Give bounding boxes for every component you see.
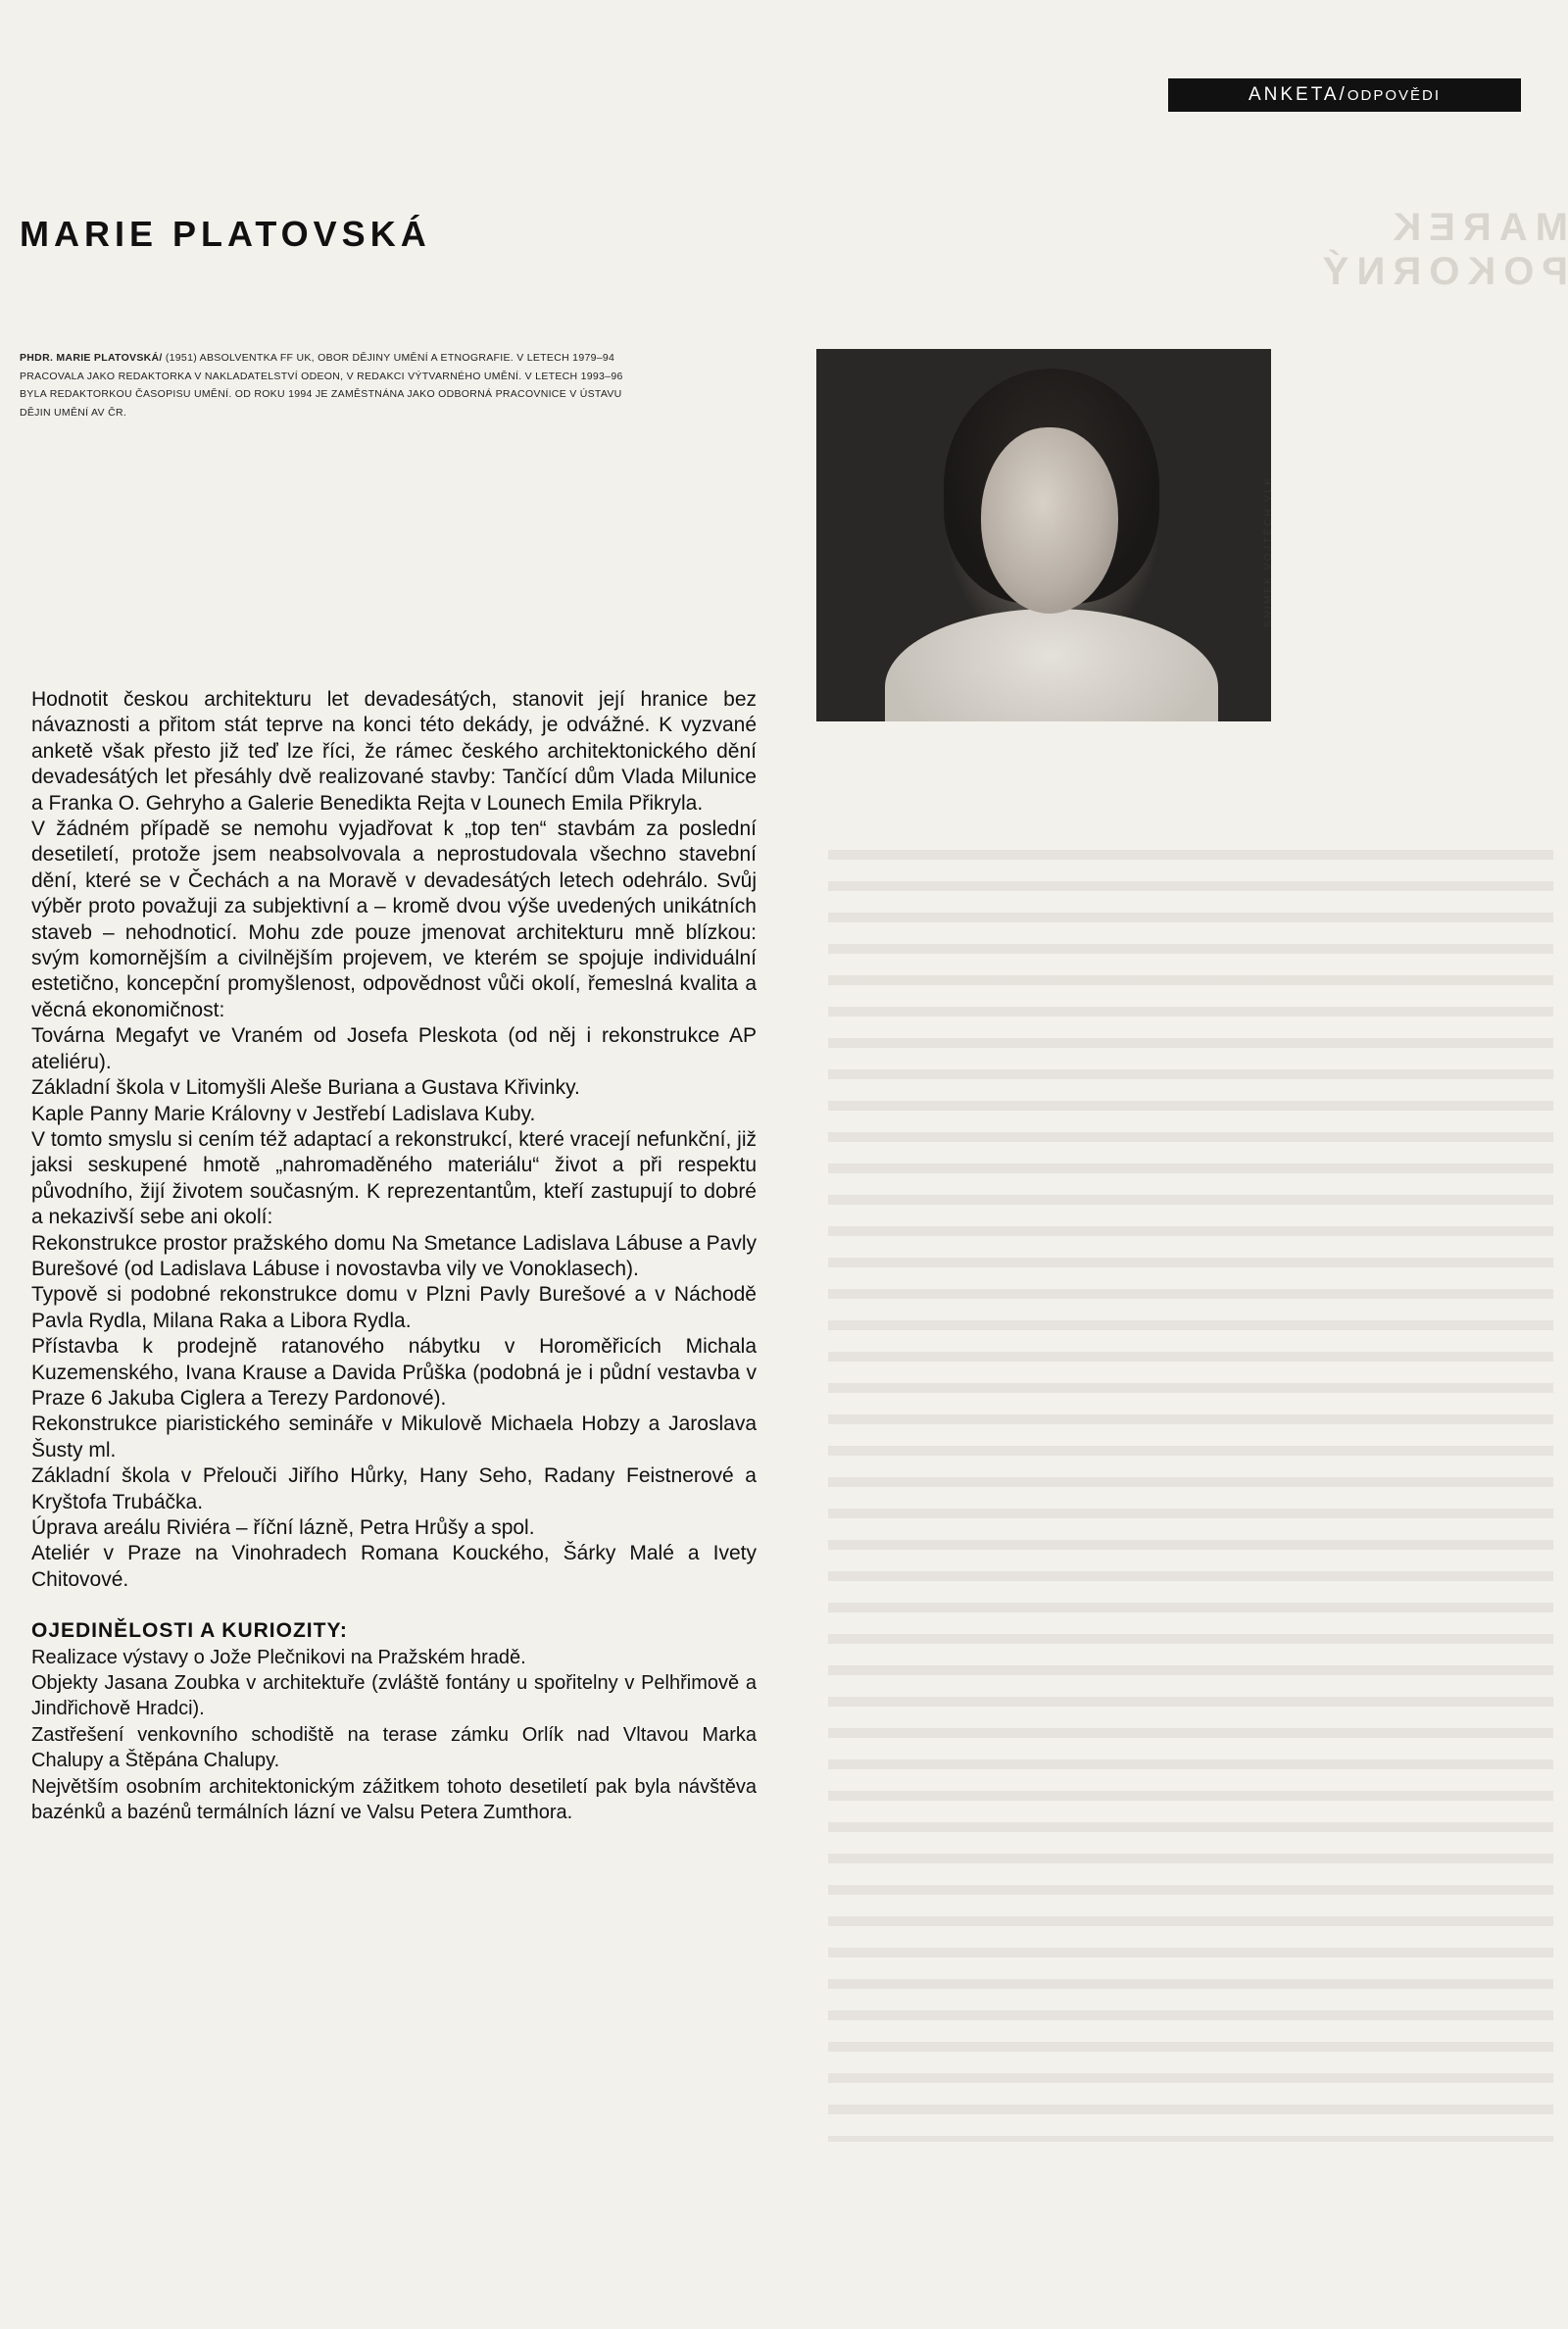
list-item: Úprava areálu Riviéra – říční lázně, Petra Hrůšy a spol. bbox=[31, 1516, 535, 1539]
curiosity-item: Zastřešení venkovního schodiště na terase zámku Orlík nad Vltavou Marka Chalupy a Štěpána Chalupy. bbox=[31, 1723, 757, 1772]
portrait-face bbox=[981, 427, 1118, 614]
paragraph-intro: Hodnotit českou architekturu let devadesátých, stanovit její hranice bez návaznosti a přitom stát teprve na konci této dekády, je odvážné. K vyzvané anketě však přesto již teď lze říci, že rámec českého architektonického dění devadesátých let přesáhly dvě realizované stavby: Tančící dům Vlada Milunice a Franka O. Gehryho a Galerie Benedikta Rejta v Lounech Emila Přikryla. bbox=[31, 688, 757, 815]
article-body bbox=[31, 687, 757, 1825]
list-item: Ateliér v Praze na Vinohradech Romana Kouckého, Šárky Malé a Ivety Chitovové. bbox=[31, 1542, 757, 1591]
list-item: Základní škola v Přelouči Jiřího Hůrky, Hany Seho, Radany Feistnerové a Kryštofa Trubáčka. bbox=[31, 1464, 757, 1513]
list-item: Typově si podobné rekonstrukce domu v Plzni Pavly Burešové a v Náchodě Pavla Rydla, Milana Raka a Libora Rydla. bbox=[31, 1283, 757, 1332]
author-portrait-photo bbox=[816, 349, 1271, 721]
curiosity-item: Realizace výstavy o Jože Plečnikovi na Pražském hradě. bbox=[31, 1646, 526, 1668]
paragraph-reconstructions: V tomto smyslu si cením též adaptací a rekonstrukcí, které vracejí nefunkční, již jaksi seskupené hmotě „nahromaděného materiálu“ život a při respektu původního, žijí životem současným. K reprezentantům, kteří zastupují to dobré a nekazivší sebe ani okolí: bbox=[31, 1127, 757, 1229]
reverse-side-text-showthrough bbox=[828, 828, 1553, 2142]
curiosity-item: Největším osobním architektonickým zážitkem tohoto desetiletí pak byla návštěva bazénků a bazénů termálních lázní ve Valsu Petera Zumthora. bbox=[31, 1775, 757, 1824]
curiosities-heading: OJEDINĚLOSTI A KURIOZITY: bbox=[31, 1619, 348, 1643]
list-item: Přístavba k prodejně ratanového nábytku v Horoměřicích Michala Kuzemenského, Ivana Krause a Davida Průška (podobná je i půdní vestavba v Praze 6 Jakuba Ciglera a Terezy Pardonové). bbox=[31, 1335, 757, 1410]
section-tag bbox=[1168, 78, 1521, 112]
paragraph-selection: V žádném případě se nemohu vyjadřovat k „top ten“ stavbám za poslední desetiletí, protože jsem neabsolvovala a neprostudovala všechno stavební dění, které se v Čechách a na Moravě v devadesátých letech odehrálo. Svůj výběr proto považuji za subjektivní a – kromě dvou výše uvedených unikátních staveb – nehodnoticí. Mohu zde pouze jmenovat architekturu mně blízkou: svým komornějším a civilnějším projevem, ve kterém se spojuje individuální estetično, koncepční promyšlenost, odpovědnost vůči okolí, řemeslná kvalita a věcná ekonomičnost: bbox=[31, 818, 757, 1021]
curiosity-item: Objekty Jasana Zoubka v architektuře (zvláště fontány u spořitelny v Pelhřimově a Jindřichově Hradci). bbox=[31, 1672, 757, 1720]
list-item: Rekonstrukce piaristického semináře v Mikulově Michaela Hobzy a Jaroslava Šusty ml. bbox=[31, 1412, 757, 1462]
bio-name: PHDR. MARIE PLATOVSKÁ/ bbox=[20, 352, 163, 364]
list-item: Základní škola v Litomyšli Aleše Buriana a Gustava Křivinky. bbox=[31, 1076, 580, 1100]
author-bio bbox=[20, 349, 647, 421]
list-item: Rekonstrukce prostor pražského domu Na Smetance Ladislava Lábuse a Pavly Burešové (od Ladislava Lábuse i novostavba vily ve Vonoklasech). bbox=[31, 1231, 757, 1280]
author-name: MARIE PLATOVSKÁ bbox=[20, 214, 431, 254]
section-tag-main: ANKETA/ bbox=[1248, 84, 1348, 105]
portrait-shirt bbox=[885, 609, 1218, 721]
reverse-side-showthrough: MAREK POKORNÝ bbox=[1314, 206, 1568, 293]
list-item: Továrna Megafyt ve Vraném od Josefa Pleskota (od něj i rekonstrukce AP ateliéru). bbox=[31, 1024, 757, 1073]
bio-year: (1951) bbox=[162, 352, 198, 364]
list-item: Kaple Panny Marie Královny v Jestřebí Ladislava Kuby. bbox=[31, 1102, 536, 1125]
photo-credit: SNÍMEK VOJTĚCH VLK bbox=[1263, 475, 1274, 627]
section-tag-sub: ODPOVĚDI bbox=[1347, 86, 1442, 104]
bio-text: ABSOLVENTKA FF UK, OBOR DĚJINY UMĚNÍ A ETNOGRAFIE. V LETECH 1979–94 PRACOVALA JAKO REDAKTORKA V NAKLADATELSTVÍ ODEON, V REDAKCI VÝTVARNÉHO UMĚNÍ. V LETECH 1993–96 BYLA REDAKTORKOU ČASOPISU UMĚNÍ. OD ROKU 1994 JE ZAMĚSTNÁNA JAKO ODBORNÁ PRACOVNICE V ÚSTAVU DĚJIN UMĚNÍ AV ČR. bbox=[20, 352, 623, 419]
